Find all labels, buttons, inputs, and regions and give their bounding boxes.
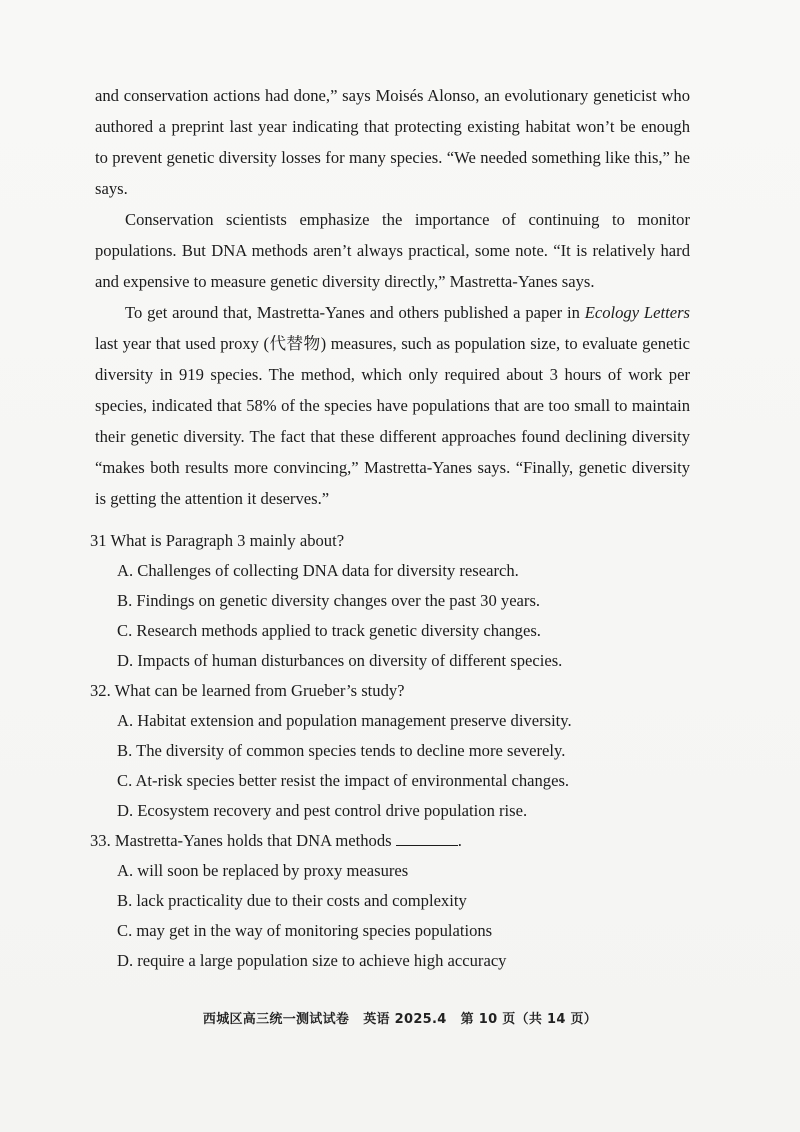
question-33 <box>90 826 700 976</box>
question-32-option-a: A. Habitat extension and population management preserve diversity. <box>117 711 572 730</box>
passage-paragraph-3-rest: last year that used proxy (代替物) measures, such as population size, to evaluate genetic diversity in 919 species. The method, which only required about 3 hours of work per species, indicated that 58% of the species have populations that are too small to maintain their genetic diversity. The fact that these different approaches found declining diversity “makes both results more convincing,” Mastretta-Yanes says. “Finally, genetic diversity is getting the attention it deserves.” <box>95 334 690 508</box>
question-list <box>90 526 700 976</box>
question-33-stem-text: 33. Mastretta-Yanes holds that DNA methods <box>90 831 396 850</box>
passage-paragraph-1: and conservation actions had done,” says Moisés Alonso, an evolutionary geneticist who authored a preprint last year indicating that protecting existing habitat won’t be enough to prevent genetic diversity losses for many species. “We needed something like this,” he says. <box>95 86 690 198</box>
passage-paragraph-3-start: To get around that, Mastretta-Yanes and others published a paper in <box>125 303 585 322</box>
question-31-option-d: D. Impacts of human disturbances on diversity of different species. <box>117 651 563 670</box>
journal-title: Ecology Letters <box>584 303 690 322</box>
question-32-option-c: C. At-risk species better resist the impact of environmental changes. <box>117 771 570 790</box>
question-32-option-b: B. The diversity of common species tends to decline more severely. <box>117 741 566 760</box>
question-33-stem-end: . <box>457 831 462 850</box>
question-32-option-d: D. Ecosystem recovery and pest control drive population rise. <box>117 801 528 820</box>
question-31-option-a: A. Challenges of collecting DNA data for diversity research. <box>117 561 519 580</box>
question-31-option-b: B. Findings on genetic diversity changes over the past 30 years. <box>117 591 541 610</box>
passage-paragraph-2: Conservation scientists emphasize the importance of continuing to monitor populations. But DNA methods aren’t always practical, some note. “It is relatively hard and expensive to measure genetic diversity directly,” Mastretta-Yanes says. <box>95 210 690 291</box>
question-33-option-b: B. lack practicality due to their costs and complexity <box>117 891 467 910</box>
question-32 <box>90 676 700 826</box>
question-31-option-c: C. Research methods applied to track genetic diversity changes. <box>117 621 541 640</box>
question-31-stem: 31 What is Paragraph 3 mainly about? <box>90 531 345 550</box>
page-footer <box>0 1008 800 1027</box>
footer-exam-title: 西城区高三统一测试试卷 <box>202 1012 350 1027</box>
footer-subject: 英语 2025.4 <box>363 1012 447 1027</box>
question-32-stem: 32. What can be learned from Grueber’s study? <box>90 681 405 700</box>
question-33-stem <box>90 826 700 856</box>
question-33-option-c: C. may get in the way of monitoring species populations <box>117 921 493 940</box>
footer-page-number: 第 10 页（共 14 页） <box>460 1012 598 1027</box>
passage-paragraph-3 <box>95 297 690 514</box>
question-31 <box>90 526 700 676</box>
question-33-option-a: A. will soon be replaced by proxy measures <box>117 861 409 880</box>
answer-blank <box>396 831 458 846</box>
question-33-option-d: D. require a large population size to achieve high accuracy <box>117 951 507 970</box>
reading-passage <box>95 80 690 514</box>
